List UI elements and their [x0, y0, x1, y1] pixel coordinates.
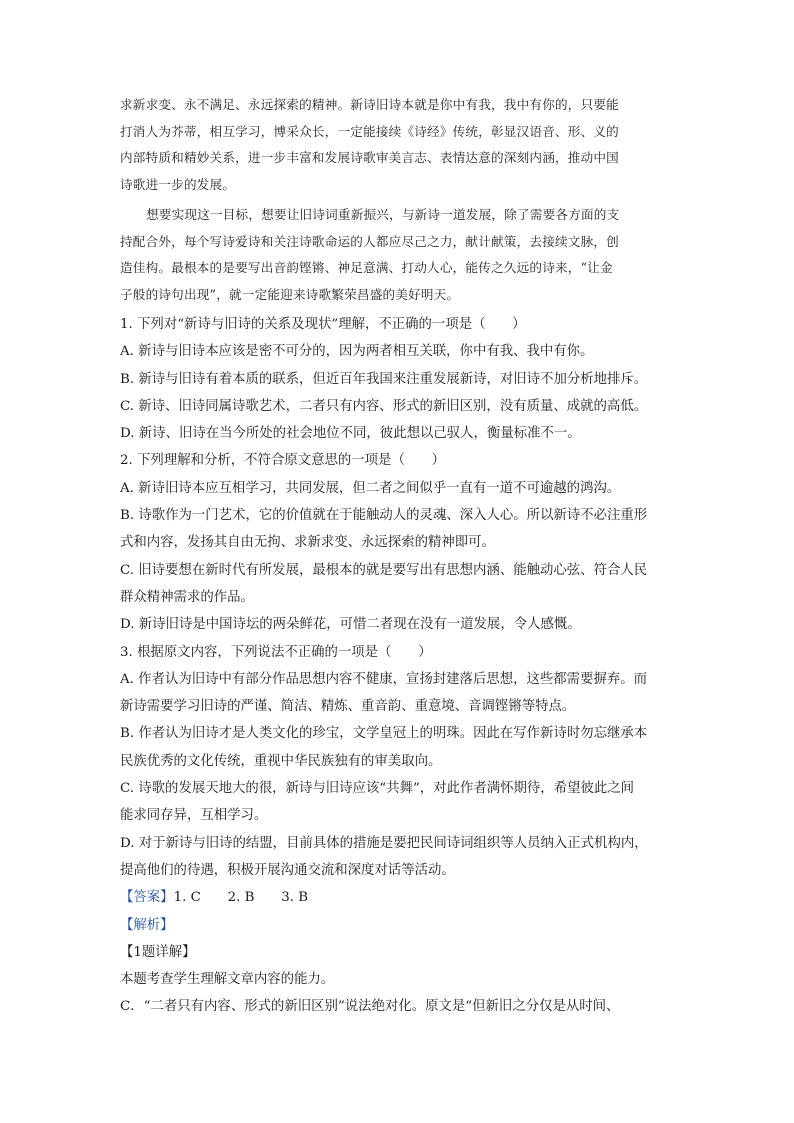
text-line: 子般的诗句出现”，就一定能迎来诗歌繁荣昌盛的美好明天。: [120, 286, 460, 302]
answer-values: 1. C 2. B 3. B: [173, 890, 309, 906]
question-3-option-b: B. 作者认为旧诗才是人类文化的珍宝，文学皇冠上的明珠。因此在写作新诗时勿忘继承本: [120, 726, 648, 742]
question-1-option-a: A. 新诗与旧诗本应该是密不可分的，因为两者相互关联，你中有我、我中有你。: [120, 344, 594, 360]
question-1-option-b: B. 新诗与旧诗有着本质的联系，但近百年我国来注重发展新诗，对旧诗不加分析地排斥。: [120, 371, 648, 387]
question-1-stem: 1. 下列对“新诗与旧诗的关系及现状”理解，不正确的一项是（ ）: [120, 317, 526, 332]
question-2-option-b: B. 诗歌作为一门艺术，它的价值就在于能触动人的灵魂、深入人心。所以新诗不必注重形: [120, 508, 648, 524]
question-2-option-d: D. 新诗旧诗是中国诗坛的两朵鲜花，可惜二者现在没有一道发展，令人感慨。: [120, 617, 581, 633]
text-line: 内部特质和精妙关系，进一步丰富和发展诗歌审美言志、表情达意的深刻内涵，推动中国: [120, 150, 619, 166]
question-3-option-d-cont: 提高他们的待遇，积极开展沟通交流和深度对话等活动。: [120, 862, 455, 878]
analysis-label: 【解析】: [120, 917, 174, 933]
analysis-line: 本题考查学生理解文章内容的能力。: [120, 972, 335, 988]
question-1-option-d: D. 新诗、旧诗在当今所处的社会地位不同，彼此想以己驭人，衡量标准不一。: [120, 426, 581, 442]
question-3-option-c-cont: 能求同存异，互相学习。: [120, 808, 268, 824]
question-3-option-c: C. 诗歌的发展天地大的很，新诗与旧诗应该“共舞”，对此作者满怀期待，希望彼此之间: [120, 781, 635, 797]
question-3-option-b-cont: 民族优秀的文化传统，重视中华民族独有的审美取向。: [120, 753, 442, 769]
text-line: 打消人为芥蒂，相互学习，博采众长，一定能接续《诗经》传统，彰显汉语音、形、义的: [120, 123, 619, 139]
passage-paragraph-1: [120, 92, 678, 198]
passage-paragraph-2: [120, 202, 678, 308]
analysis-line: C．“二者只有内容、形式的新旧区别”说法绝对化。原文是“但新旧之分仅是从时间、: [120, 999, 620, 1015]
question-3-stem: 3. 根据原文内容，下列说法不正确的一项是（ ）: [120, 644, 432, 660]
question-3-option-a-cont: 新诗需要学习旧诗的严谨、简洁、精炼、重音韵、重意境、音调铿锵等特点。: [120, 699, 576, 715]
question-2-option-c: C. 旧诗要想在新时代有所发展，最根本的就是要写出有思想内涵、能触动心弦、符合人民: [120, 562, 648, 578]
question-2-option-c-cont: 群众精神需求的作品。: [120, 589, 254, 605]
answer-label: 【答案】: [120, 890, 174, 906]
answer-line: [120, 884, 678, 911]
question-2-option-b-cont: 式和内容，发扬其自由无拘、求新求变、永远探索的精神即可。: [120, 535, 495, 551]
question-3-option-d: D. 对于新诗与旧诗的结盟，目前具体的措施是要把民间诗词组织等人员纳入正式机构内，: [120, 835, 648, 851]
text-line: 诗歌进一步的发展。: [120, 176, 236, 192]
text-line: 造佳构。最根本的是要写出音韵铿锵、神足意满、打动人心，能传之久远的诗来，“让金: [120, 260, 613, 276]
analysis-sub-heading: 【1题详解】: [120, 944, 196, 960]
question-1-option-c: C. 新诗、旧诗同属诗歌艺术，二者只有内容、形式的新旧区别，没有质量、成就的高低。: [120, 398, 648, 414]
question-block: [120, 311, 678, 1021]
question-2-option-a: A. 新诗旧诗本应互相学习，共同发展，但二者之间似乎一直有一道不可逾越的鸿沟。: [120, 480, 621, 496]
text-line: 求新求变、永不满足、永远探索的精神。新诗旧诗本就是你中有我，我中有你的，只要能: [120, 97, 619, 112]
question-2-stem: 2. 下列理解和分析，不符合原文意思的一项是（ ）: [120, 453, 446, 469]
question-3-option-a: A. 作者认为旧诗中有部分作品思想内容不健康，宣扬封建落后思想，这些都需要摒弃。而: [120, 671, 648, 687]
text-line: 想要实现这一目标，想要让旧诗词重新振兴，与新诗一道发展，除了需要各方面的支: [146, 207, 620, 222]
text-line: 持配合外，每个写诗爱诗和关注诗歌命运的人都应尽己之力，献计献策，去接续文脉，创: [120, 233, 619, 249]
